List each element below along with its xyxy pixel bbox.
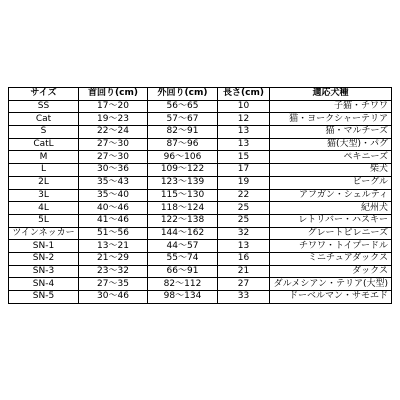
table-row — [9, 138, 392, 151]
cell-size: ツインネッカー — [9, 227, 79, 240]
cell-size: SN-2 — [9, 252, 79, 265]
cell-breed: 子猫・チワワ — [270, 100, 392, 113]
cell-outer: 109～122 — [148, 164, 218, 177]
cell-outer: 57～67 — [148, 113, 218, 126]
table-row — [9, 227, 392, 240]
cell-outer: 144～162 — [148, 227, 218, 240]
table-row — [9, 278, 392, 291]
cell-breed: グレートピレニーズ — [270, 227, 392, 240]
cell-length: 15 — [218, 151, 270, 164]
cell-neck: 35～43 — [79, 176, 148, 189]
header-neck: 首回り(cm) — [79, 88, 148, 101]
cell-size: 4L — [9, 202, 79, 215]
cell-breed: ミニチュアダックス — [270, 252, 392, 265]
cell-size: SN-3 — [9, 265, 79, 278]
table-row — [9, 265, 392, 278]
cell-breed: 猫・ヨークシャーテリア — [270, 113, 392, 126]
cell-neck: 30～36 — [79, 164, 148, 177]
cell-size: Cat — [9, 113, 79, 126]
cell-outer: 87～96 — [148, 138, 218, 151]
cell-length: 32 — [218, 227, 270, 240]
cell-neck: 35～40 — [79, 189, 148, 202]
table-row — [9, 176, 392, 189]
header-breed: 適応犬種 — [270, 88, 392, 101]
table-row — [9, 151, 392, 164]
table-row — [9, 164, 392, 177]
cell-length: 17 — [218, 164, 270, 177]
cell-breed: アフガン・シェルティ — [270, 189, 392, 202]
cell-length: 16 — [218, 252, 270, 265]
table-row — [9, 100, 392, 113]
cell-breed: 紀州犬 — [270, 202, 392, 215]
cell-outer: 66～91 — [148, 265, 218, 278]
table-row — [9, 291, 392, 304]
cell-breed: 柴犬 — [270, 164, 392, 177]
cell-neck: 27～35 — [79, 278, 148, 291]
cell-neck: 40～46 — [79, 202, 148, 215]
cell-outer: 44～57 — [148, 240, 218, 253]
cell-outer: 96～106 — [148, 151, 218, 164]
cell-size: CatL — [9, 138, 79, 151]
header-outer: 外回り(cm) — [148, 88, 218, 101]
cell-neck: 22～24 — [79, 126, 148, 139]
cell-outer: 123～139 — [148, 176, 218, 189]
cell-outer: 56～65 — [148, 100, 218, 113]
cell-outer: 115～130 — [148, 189, 218, 202]
cell-neck: 19～23 — [79, 113, 148, 126]
cell-length: 25 — [218, 214, 270, 227]
cell-neck: 41～46 — [79, 214, 148, 227]
cell-breed: ビーグル — [270, 176, 392, 189]
cell-outer: 122～138 — [148, 214, 218, 227]
cell-breed: 猫(大型)・パグ — [270, 138, 392, 151]
cell-neck: 17～20 — [79, 100, 148, 113]
table-row — [9, 214, 392, 227]
cell-length: 13 — [218, 138, 270, 151]
cell-neck: 27～30 — [79, 151, 148, 164]
cell-outer: 98～134 — [148, 291, 218, 304]
table-row — [9, 189, 392, 202]
header-size: サイズ — [9, 88, 79, 101]
cell-length: 12 — [218, 113, 270, 126]
table-row — [9, 240, 392, 253]
cell-breed: ペキニーズ — [270, 151, 392, 164]
table-row — [9, 202, 392, 215]
cell-breed: レトリバー・ハスキー — [270, 214, 392, 227]
cell-length: 13 — [218, 240, 270, 253]
cell-length: 21 — [218, 265, 270, 278]
cell-size: SN-1 — [9, 240, 79, 253]
size-chart — [8, 87, 391, 304]
cell-breed: チワワ・トイプードル — [270, 240, 392, 253]
cell-length: 13 — [218, 126, 270, 139]
cell-length: 27 — [218, 278, 270, 291]
table-header-row — [9, 88, 392, 101]
cell-size: 3L — [9, 189, 79, 202]
table-body — [9, 100, 392, 303]
cell-length: 22 — [218, 189, 270, 202]
cell-neck: 23～32 — [79, 265, 148, 278]
cell-neck: 21～29 — [79, 252, 148, 265]
cell-length: 10 — [218, 100, 270, 113]
cell-length: 33 — [218, 291, 270, 304]
cell-neck: 30～46 — [79, 291, 148, 304]
cell-outer: 82～112 — [148, 278, 218, 291]
cell-neck: 27～30 — [79, 138, 148, 151]
cell-neck: 13～21 — [79, 240, 148, 253]
cell-size: S — [9, 126, 79, 139]
cell-outer: 82～91 — [148, 126, 218, 139]
table-row — [9, 252, 392, 265]
cell-outer: 55～74 — [148, 252, 218, 265]
cell-size: L — [9, 164, 79, 177]
size-table — [8, 87, 392, 304]
cell-size: SN-5 — [9, 291, 79, 304]
cell-size: SN-4 — [9, 278, 79, 291]
cell-breed: ダックス — [270, 265, 392, 278]
cell-breed: ドーベルマン・サモエド — [270, 291, 392, 304]
cell-size: 5L — [9, 214, 79, 227]
cell-length: 25 — [218, 202, 270, 215]
header-length: 長さ(cm) — [218, 88, 270, 101]
cell-size: M — [9, 151, 79, 164]
table-row — [9, 126, 392, 139]
table-row — [9, 113, 392, 126]
cell-outer: 118～124 — [148, 202, 218, 215]
cell-breed: ダルメシアン・テリア(大型) — [270, 278, 392, 291]
cell-length: 19 — [218, 176, 270, 189]
cell-size: 2L — [9, 176, 79, 189]
cell-size: SS — [9, 100, 79, 113]
cell-breed: 猫・マルチーズ — [270, 126, 392, 139]
cell-neck: 51～56 — [79, 227, 148, 240]
